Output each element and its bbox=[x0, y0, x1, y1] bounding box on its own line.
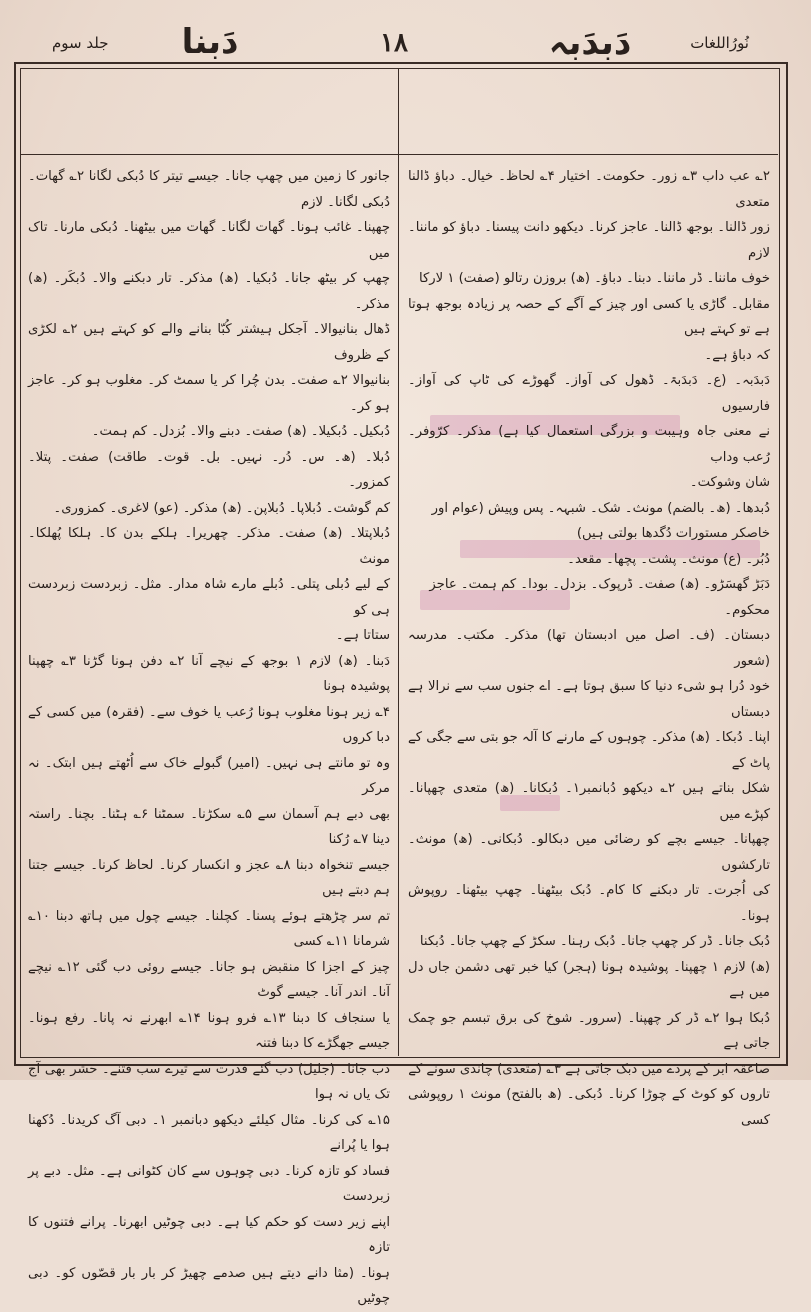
left-column-line: ڈھال بنانیوالا۔ آجکل ہیشتر کُبّا بنانے والے کو کہتے ہیں ۲؎ لکڑی کے ظروف bbox=[28, 322, 390, 363]
left-column-line: چھپنا۔ غائب ہونا۔ گھات لگانا۔ گھات میں بیٹھنا۔ دُبکی مارنا۔ تاک میں bbox=[28, 220, 390, 261]
right-column-line: مقابل۔ گاڑی یا کسی اور چیز کے آگے کے حصہ پر زیادہ بوجھ ہوتا ہے تو کہتے ہیں bbox=[408, 296, 770, 337]
left-column bbox=[28, 164, 391, 1306]
left-column-line: ہونا۔ (مثا دانے دیتے ہیں صدمے چھیڑ کر بار بار قصّوں کو۔ دبی چوٹیں bbox=[28, 1265, 390, 1306]
right-column-line: شکل بناتے ہیں ۲؎ دیکھو دُبانمبر۱۔ دُبکانا۔ (ھ) متعدی چھپانا۔ کپڑے میں bbox=[408, 781, 770, 822]
left-column-headword: دَبنا bbox=[181, 22, 239, 62]
right-column-line: کہ دباؤ ہے۔ bbox=[704, 347, 770, 363]
left-column-line: جیسے تنخواہ دبنا ۸؎ عجز و انکسار کرنا۔ لحاظ کرنا۔ جیسے جتنا ہم دبتے ہیں bbox=[28, 857, 390, 898]
right-column-line: زور ڈالنا۔ بوجھ ڈالنا۔ عاجز کرنا۔ دیکھو دانت پیسنا۔ دباؤ کو ماننا۔ لازم bbox=[408, 220, 770, 261]
right-column-line: خود دُرا ہو شیء دنیا کا سبق ہوتا ہے۔ اے جنوں سب سے نرالا ہے دبستاں bbox=[408, 679, 770, 720]
right-column-line: (ھ) لازم ۱ چھپنا۔ پوشیدہ ہونا (ہجر) کیا خبر تھی دشمن جاں دل میں ہے bbox=[408, 959, 771, 1000]
left-column-line: دُبلا۔ (ھ۔ س۔ دُر۔ نہیں۔ بل۔ قوت۔ طاقت) صفت۔ پتلا۔ کمزور۔ bbox=[28, 449, 390, 490]
left-column-line: تم سر چڑھتے ہوئے پسنا۔ کچلنا۔ جیسے چول میں ہاتھ دبنا ۱۰؎ شرمانا ۱۱؎ کسی bbox=[28, 908, 390, 949]
page-number: ۱۸ bbox=[380, 28, 408, 58]
left-column-line: اپنے زیر دست کو حکم کیا ہے۔ دبی چوٹیں ابھرنا۔ پرانے فتنوں کا تازہ bbox=[28, 1214, 390, 1255]
left-column-line: یا سنجاف کا دبنا ۱۳؎ فرو ہونا ۱۴؎ ابھرنے نہ پانا۔ رفع ہونا۔ جیسے جھگڑے کا دبنا فتنہ bbox=[28, 1010, 391, 1051]
right-column-text bbox=[408, 164, 770, 1133]
running-head-title: نُورُاللغات bbox=[690, 34, 749, 52]
left-column-line: دَبنا۔ (ھ) لازم ۱ بوجھ کے نیچے آنا ۲؎ دفن ہونا گڑنا ۳؎ چھپنا پوشیدہ ہونا bbox=[28, 653, 390, 694]
left-column-line: دُبکیل۔ دُبکیلا۔ (ھ) صفت۔ دبنے والا۔ بُزدل۔ کم ہمت۔ bbox=[91, 424, 390, 439]
left-column-line: چیز کے اجزا کا منقبض ہو جانا۔ جیسے روئی دب گئی ۱۲؎ نیچے آنا۔ اندر آنا۔ جیسے گوٹ bbox=[28, 959, 390, 1000]
right-column-line: محکوم۔ bbox=[724, 602, 770, 618]
left-column-line: کم گوشت۔ دُبلاپا۔ دُبلاپن۔ (ھ) مذکر۔ (عو) لاغری۔ کمزوری۔ bbox=[53, 500, 390, 516]
left-column-line: ۱۵؎ کی کرنا۔ مثال کیلئے دیکھو دبانمبر ۱۔ دبی آگ کریدنا۔ دُکھنا ہوا یا پُرانے bbox=[28, 1112, 390, 1153]
right-column-line: تاروں کو کوٹ کے چوڑا کرنا۔ دُبکی۔ (ھ بالفتح) مونث ۱ روپوشی کسی bbox=[408, 1087, 770, 1128]
left-column-line: جانور کا زمین میں چھپ جانا۔ جیسے تیتر کا دُبکی لگانا ۲؎ گھات۔ دُبکی لگانا۔ لازم bbox=[28, 169, 390, 210]
right-column-line: دُبُر۔ (ع) مونث۔ پشت۔ پچھا۔ مقعد۔ bbox=[567, 551, 770, 567]
left-column-line: فساد کو تازہ کرنا۔ دبی چوہوں سے کان کٹوانی ہے۔ مثل۔ دبے پر زبردست bbox=[28, 1163, 390, 1204]
right-column-line: خوف ماننا۔ ڈر ماننا۔ دبنا۔ دباؤ۔ (ھ) بروزن رتالو (صفت) ۱ لارکا bbox=[418, 271, 770, 286]
right-column-line: چھپانا۔ جیسے بچے کو رضائی میں دبکالو۔ دُبکانی۔ (ھ) مونث۔ تارکشوں bbox=[408, 832, 770, 873]
left-column-line: بنانیوالا ۲؎ صفت۔ بدن چُرا کر یا سمٹ کر۔ مغلوب ہو کر۔ عاجز ہو کر۔ bbox=[28, 373, 390, 414]
left-column-line: دب جانا۔ (جلیل) دب گئے قدرت سے تیرے سب فتنے۔ حشر بھی آج تک یاں نہ ہوا bbox=[28, 1061, 390, 1102]
column-divider bbox=[398, 68, 399, 1056]
right-column-line: دَبَڑ گھسَڑو۔ (ھ) صفت۔ ڈرپوک۔ بزدل۔ بودا۔ کم ہمت۔ عاجز bbox=[429, 577, 770, 592]
right-column-line: کی اُجرت۔ تار دبکنے کا کام۔ دُبک بیٹھنا۔ چھپ بیٹھنا۔ روپوش ہونا۔ bbox=[408, 883, 770, 924]
right-column-line: اپنا۔ دُبکا۔ (ھ) مذکر۔ چوہوں کے مارنے کا آلہ جو بتی سے جگی کے پاٹ کے bbox=[408, 730, 770, 771]
left-column-text bbox=[28, 164, 390, 1312]
right-column-line: ۲؎ عب داب ۳؎ زور۔ حکومت۔ اختیار ۴؎ لحاظ۔ خیال۔ دباؤ ڈالنا متعدی bbox=[408, 169, 770, 210]
right-column bbox=[408, 164, 771, 1128]
headword-band bbox=[20, 68, 778, 155]
left-column-line: کے لیے دُبلی پتلی۔ دُبلے مارے شاہ مدار۔ مثل۔ زبردست زبردست ہی کو bbox=[28, 577, 390, 618]
left-column-line: وہ تو مانتے ہی نہیں۔ (امیر) گبولے خاک سے اُٹھتے ہیں ابتک۔ نہ مرکر bbox=[28, 755, 390, 796]
right-column-headword: دَبدَبہ bbox=[548, 23, 632, 63]
right-column-line: دبستان۔ (ف۔ اصل میں ادبستان تھا) مذکر۔ مکتب۔ مدرسہ (شعور bbox=[408, 628, 770, 669]
left-column-line: ستاتا ہے۔ bbox=[335, 628, 390, 643]
left-column-line: چھپ کر بیٹھ جانا۔ دُبکیا۔ (ھ) مذکر۔ تار دبکنے والا۔ دُبکَر۔ (ھ) مذکر۔ bbox=[28, 271, 390, 312]
volume-label: جلد سوم bbox=[52, 34, 109, 52]
right-column-line: دَبدَبہ۔ (ع۔ دَبدَبۃ۔ ڈھول کی آواز۔ گھوڑے کی ٹاپ کی آواز۔ فارسیوں bbox=[408, 373, 770, 414]
left-column-line: بھی دبے ہم آسمان سے ۵؎ سکڑنا۔ سمٹنا ۶؎ ہٹنا۔ بچنا۔ راستہ دینا ۷؎ رُکنا bbox=[28, 806, 390, 847]
left-column-line: دُبلاپتلا۔ (ھ) صفت۔ مذکر۔ چھریرا۔ ہلکے بدن کا۔ ہلکا پُھلکا۔ مونث bbox=[28, 526, 390, 567]
right-column-line: دُبدھا۔ (ھ۔ بالضم) مونث۔ شک۔ شبہہ۔ پس وپیش (عوام اور bbox=[431, 500, 770, 516]
right-column-line: دُبک جانا۔ ڈر کر چھپ جانا۔ دُبک رہنا۔ سکڑ کے چھپ جانا۔ دُبکنا bbox=[419, 934, 770, 949]
right-column-line: شان وشوکت۔ bbox=[689, 475, 770, 490]
right-column-line: خاصکر مستورات دُگدھا بولتی ہیں) bbox=[576, 526, 770, 541]
left-column-line: ۴؎ زیر ہونا مغلوب ہونا رُعب یا خوف سے۔ (فقرہ) میں کسی کے دبا کروں bbox=[28, 704, 390, 745]
right-column-line: صاعقہ ابر کے پردے میں دبک جاتی ہے ۳؎ (متعدی) چاندی سونے کے bbox=[408, 1061, 770, 1077]
right-column-line: دُبکا ہوا ۲؎ ڈر کر چھپنا۔ (سرور۔ شوخ کی برق تبسم جو چمک جاتی ہے bbox=[408, 1010, 770, 1051]
right-column-line: نے معنی جاہ وہیبت و بزرگی استعمال کیا ہے) مذکر۔ کرّوفر۔ رُعب وداب bbox=[408, 424, 770, 465]
